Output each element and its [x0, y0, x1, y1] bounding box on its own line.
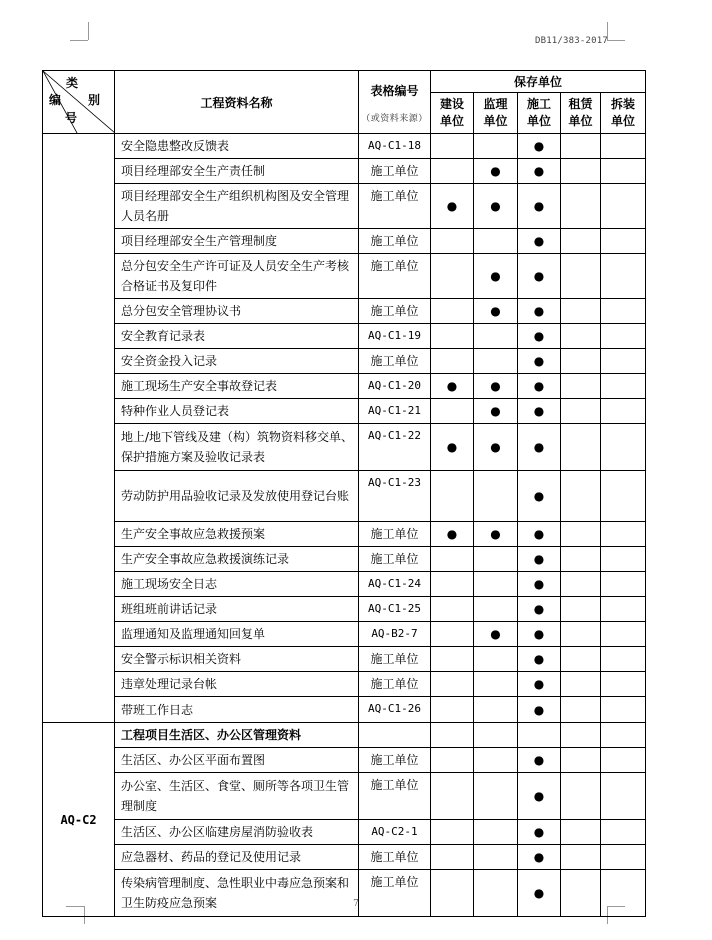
- save-unit-cell-2: [518, 647, 561, 672]
- record-code: AQ-C1-25: [359, 597, 431, 622]
- record-code: 施工单位: [359, 159, 431, 184]
- save-unit-cell-4: [601, 134, 646, 159]
- bullet-dot-icon: ●: [533, 577, 545, 591]
- record-name: 特种作业人员登记表: [115, 399, 359, 424]
- save-unit-cell-2: [518, 471, 561, 522]
- section-title-row: [43, 723, 646, 748]
- save-unit-cell-4: [601, 254, 646, 299]
- bullet-dot-icon: ●: [533, 602, 545, 616]
- empty-cell: [601, 723, 646, 748]
- save-unit-cell-2: [518, 597, 561, 622]
- save-unit-cell-0: [431, 254, 474, 299]
- table-row: [43, 471, 646, 522]
- save-unit-cell-1: [474, 229, 518, 254]
- table-row: [43, 622, 646, 647]
- bullet-dot-icon: ●: [533, 440, 545, 454]
- table-row: [43, 374, 646, 399]
- save-unit-cell-3: [561, 547, 601, 572]
- save-unit-cell-4: [601, 647, 646, 672]
- bullet-dot-icon: ●: [533, 379, 545, 393]
- save-unit-cell-1: [474, 184, 518, 229]
- bullet-dot-icon: ●: [446, 379, 458, 393]
- record-name: 应急器材、药品的登记及使用记录: [115, 845, 359, 870]
- record-code: 施工单位: [359, 184, 431, 229]
- save-unit-cell-1: [474, 547, 518, 572]
- bullet-dot-icon: ●: [533, 199, 545, 213]
- empty-cell: [431, 723, 474, 748]
- record-name: 生产安全事故应急救援演练记录: [115, 547, 359, 572]
- save-unit-cell-1: [474, 748, 518, 773]
- save-unit-cell-2: [518, 229, 561, 254]
- save-unit-cell-1: [474, 845, 518, 870]
- save-unit-cell-0: [431, 622, 474, 647]
- save-unit-cell-4: [601, 748, 646, 773]
- save-unit-cell-4: [601, 471, 646, 522]
- save-unit-cell-4: [601, 184, 646, 229]
- unit-line1: 监理: [483, 97, 508, 111]
- record-name: 监理通知及监理通知回复单: [115, 622, 359, 647]
- bullet-dot-icon: ●: [533, 234, 545, 248]
- save-unit-cell-3: [561, 647, 601, 672]
- save-unit-cell-1: [474, 522, 518, 547]
- save-unit-cell-4: [601, 229, 646, 254]
- corner-label-bottom: 号: [65, 111, 78, 125]
- save-unit-cell-4: [601, 349, 646, 374]
- record-name: 施工现场生产安全事故登记表: [115, 374, 359, 399]
- unit-line2: 单位: [568, 114, 593, 128]
- record-code: 施工单位: [359, 870, 431, 917]
- save-unit-cell-0: [431, 597, 474, 622]
- save-unit-cell-4: [601, 870, 646, 917]
- save-unit-cell-4: [601, 374, 646, 399]
- table-row: [43, 597, 646, 622]
- save-unit-cell-2: [518, 820, 561, 845]
- record-name: 地上/地下管线及建（构）筑物资料移交单、保护措施方案及验收记录表: [115, 424, 359, 471]
- save-unit-cell-2: [518, 572, 561, 597]
- unit-line1: 建设: [439, 97, 464, 111]
- table-row: [43, 647, 646, 672]
- record-name: 班组班前讲话记录: [115, 597, 359, 622]
- save-unit-cell-3: [561, 229, 601, 254]
- category-cell-c1: [43, 134, 115, 723]
- save-unit-cell-1: [474, 349, 518, 374]
- save-unit-cell-0: [431, 134, 474, 159]
- table-row: [43, 299, 646, 324]
- save-unit-cell-3: [561, 299, 601, 324]
- bullet-dot-icon: ●: [533, 139, 545, 153]
- save-unit-cell-4: [601, 820, 646, 845]
- save-unit-cell-1: [474, 299, 518, 324]
- record-name: 安全警示标识相关资料: [115, 647, 359, 672]
- save-unit-cell-0: [431, 229, 474, 254]
- record-code: 施工单位: [359, 773, 431, 820]
- record-name: 生活区、办公区临建房屋消防验收表: [115, 820, 359, 845]
- unit-header-0: [431, 93, 474, 134]
- record-code: 施工单位: [359, 672, 431, 697]
- bullet-dot-icon: ●: [533, 552, 545, 566]
- unit-line2: 单位: [439, 114, 464, 128]
- save-unit-cell-1: [474, 672, 518, 697]
- save-unit-cell-3: [561, 349, 601, 374]
- save-unit-cell-1: [474, 572, 518, 597]
- bullet-dot-icon: ●: [533, 164, 545, 178]
- page-number: 7: [353, 899, 359, 909]
- unit-header-3: [561, 93, 601, 134]
- unit-line2: 单位: [611, 114, 636, 128]
- save-unit-cell-0: [431, 773, 474, 820]
- column-title-name: 工程资料名称: [115, 71, 359, 134]
- table-row: [43, 184, 646, 229]
- save-unit-cell-1: [474, 597, 518, 622]
- record-name: 施工现场安全日志: [115, 572, 359, 597]
- record-code: AQ-C1-19: [359, 324, 431, 349]
- bullet-dot-icon: ●: [490, 304, 501, 318]
- save-unit-cell-3: [561, 870, 601, 917]
- save-unit-cell-3: [561, 622, 601, 647]
- section-title: 工程项目生活区、办公区管理资料: [115, 723, 359, 748]
- save-unit-cell-3: [561, 845, 601, 870]
- save-unit-cell-0: [431, 159, 474, 184]
- code-header-label: 表格编号: [370, 84, 419, 98]
- bullet-dot-icon: ●: [533, 404, 545, 418]
- save-unit-cell-4: [601, 845, 646, 870]
- record-code: AQ-C1-23: [359, 471, 431, 522]
- save-unit-cell-1: [474, 159, 518, 184]
- save-unit-cell-2: [518, 870, 561, 917]
- bullet-dot-icon: ●: [490, 199, 501, 213]
- category-code-c2: AQ-C2: [43, 723, 115, 917]
- save-unit-cell-0: [431, 697, 474, 723]
- save-unit-cell-2: [518, 845, 561, 870]
- save-unit-cell-3: [561, 399, 601, 424]
- bullet-dot-icon: ●: [533, 753, 545, 767]
- record-code: AQ-C1-26: [359, 697, 431, 723]
- save-unit-cell-4: [601, 299, 646, 324]
- save-unit-cell-4: [601, 773, 646, 820]
- save-unit-cell-1: [474, 324, 518, 349]
- save-unit-cell-3: [561, 134, 601, 159]
- save-unit-cell-4: [601, 424, 646, 471]
- records-table: [42, 70, 646, 917]
- bullet-dot-icon: ●: [446, 527, 458, 541]
- table-row: [43, 820, 646, 845]
- bullet-dot-icon: ●: [533, 269, 545, 283]
- bullet-dot-icon: ●: [533, 825, 545, 839]
- record-code: 施工单位: [359, 547, 431, 572]
- unit-line1: 拆装: [611, 97, 636, 111]
- record-code: 施工单位: [359, 647, 431, 672]
- bullet-dot-icon: ●: [533, 702, 545, 717]
- save-unit-cell-1: [474, 471, 518, 522]
- save-unit-cell-1: [474, 622, 518, 647]
- corner-label-top: 类: [66, 76, 79, 90]
- unit-line1: 施工: [526, 97, 551, 111]
- bullet-dot-icon: ●: [533, 489, 545, 503]
- save-unit-cell-1: [474, 647, 518, 672]
- bullet-dot-icon: ●: [490, 269, 501, 283]
- bullet-dot-icon: ●: [490, 404, 501, 418]
- record-code: 施工单位: [359, 349, 431, 374]
- table-row: [43, 748, 646, 773]
- save-unit-cell-4: [601, 597, 646, 622]
- record-name: 劳动防护用品验收记录及发放使用登记台账: [115, 471, 359, 522]
- table-row: [43, 399, 646, 424]
- save-unit-cell-1: [474, 820, 518, 845]
- table-row: [43, 845, 646, 870]
- record-name: 总分包安全生产许可证及人员安全生产考核合格证书及复印件: [115, 254, 359, 299]
- save-unit-cell-0: [431, 299, 474, 324]
- save-unit-cell-3: [561, 522, 601, 547]
- save-unit-cell-0: [431, 184, 474, 229]
- record-name: 项目经理部安全生产责任制: [115, 159, 359, 184]
- save-unit-cell-0: [431, 399, 474, 424]
- save-unit-cell-3: [561, 820, 601, 845]
- save-unit-cell-1: [474, 374, 518, 399]
- bullet-dot-icon: ●: [490, 440, 501, 454]
- corner-mark-tr: [607, 40, 625, 41]
- column-title-code: [359, 71, 431, 134]
- save-unit-cell-3: [561, 597, 601, 622]
- corner-label-left: 编: [49, 93, 62, 107]
- record-code: AQ-C1-22: [359, 424, 431, 471]
- record-code: 施工单位: [359, 254, 431, 299]
- save-unit-cell-4: [601, 399, 646, 424]
- record-name: 违章处理记录台帐: [115, 672, 359, 697]
- save-unit-cell-1: [474, 399, 518, 424]
- header-row: [43, 71, 646, 93]
- record-name: 办公室、生活区、食堂、厕所等各项卫生管理制度: [115, 773, 359, 820]
- save-unit-cell-2: [518, 374, 561, 399]
- table-row: [43, 424, 646, 471]
- save-unit-cell-0: [431, 324, 474, 349]
- record-name: 生产安全事故应急救援预案: [115, 522, 359, 547]
- empty-cell: [561, 723, 601, 748]
- bullet-dot-icon: ●: [490, 164, 501, 178]
- bullet-dot-icon: ●: [446, 199, 458, 213]
- save-unit-cell-4: [601, 547, 646, 572]
- record-name: 项目经理部安全生产组织机构图及安全管理人员名册: [115, 184, 359, 229]
- bullet-dot-icon: ●: [533, 677, 545, 691]
- bullet-dot-icon: ●: [490, 627, 501, 641]
- record-name: 总分包安全管理协议书: [115, 299, 359, 324]
- save-unit-cell-2: [518, 349, 561, 374]
- table-row: [43, 229, 646, 254]
- save-unit-cell-4: [601, 672, 646, 697]
- empty-cell: [359, 723, 431, 748]
- save-unit-cell-2: [518, 622, 561, 647]
- save-unit-cell-2: [518, 254, 561, 299]
- save-unit-cell-0: [431, 374, 474, 399]
- bullet-dot-icon: ●: [533, 652, 545, 666]
- save-unit-cell-0: [431, 471, 474, 522]
- bullet-dot-icon: ●: [490, 527, 501, 541]
- empty-cell: [474, 723, 518, 748]
- table-row: [43, 134, 646, 159]
- save-unit-cell-3: [561, 374, 601, 399]
- save-unit-cell-2: [518, 547, 561, 572]
- code-header-sub: （或资料来源）: [361, 114, 428, 124]
- save-unit-cell-2: [518, 324, 561, 349]
- bullet-dot-icon: ●: [533, 329, 545, 343]
- bullet-dot-icon: ●: [533, 627, 545, 641]
- table-row: [43, 572, 646, 597]
- save-unit-cell-4: [601, 622, 646, 647]
- save-unit-cell-3: [561, 773, 601, 820]
- save-unit-cell-3: [561, 159, 601, 184]
- save-unit-cell-3: [561, 572, 601, 597]
- bullet-dot-icon: ●: [446, 440, 458, 454]
- record-code: AQ-C1-21: [359, 399, 431, 424]
- save-unit-cell-3: [561, 424, 601, 471]
- save-unit-cell-3: [561, 471, 601, 522]
- table-row: [43, 870, 646, 917]
- table-row: [43, 547, 646, 572]
- save-unit-cell-0: [431, 572, 474, 597]
- save-unit-cell-3: [561, 748, 601, 773]
- unit-line1: 租赁: [568, 97, 593, 111]
- save-unit-cell-0: [431, 647, 474, 672]
- save-unit-cell-0: [431, 672, 474, 697]
- save-unit-cell-0: [431, 845, 474, 870]
- record-code: AQ-B2-7: [359, 622, 431, 647]
- save-unit-cell-1: [474, 870, 518, 917]
- save-unit-cell-2: [518, 672, 561, 697]
- unit-line2: 单位: [526, 114, 551, 128]
- unit-header-1: [474, 93, 518, 134]
- unit-line2: 单位: [483, 114, 508, 128]
- record-code: 施工单位: [359, 748, 431, 773]
- bullet-dot-icon: ●: [533, 304, 545, 318]
- save-unit-cell-0: [431, 748, 474, 773]
- record-name: 生活区、办公区平面布置图: [115, 748, 359, 773]
- save-unit-cell-2: [518, 159, 561, 184]
- save-unit-cell-0: [431, 522, 474, 547]
- save-unit-cell-2: [518, 697, 561, 723]
- save-unit-cell-4: [601, 324, 646, 349]
- bullet-dot-icon: ●: [490, 379, 501, 393]
- record-name: 安全隐患整改反馈表: [115, 134, 359, 159]
- record-code: 施工单位: [359, 299, 431, 324]
- record-name: 传染病管理制度、急性职业中毒应急预案和卫生防疫应急预案: [115, 870, 359, 917]
- unit-header-4: [601, 93, 646, 134]
- save-unit-cell-1: [474, 254, 518, 299]
- save-unit-cell-4: [601, 522, 646, 547]
- table-row: [43, 254, 646, 299]
- record-name: 项目经理部安全生产管理制度: [115, 229, 359, 254]
- save-unit-cell-0: [431, 424, 474, 471]
- save-unit-cell-0: [431, 349, 474, 374]
- record-name: 安全资金投入记录: [115, 349, 359, 374]
- save-unit-cell-0: [431, 870, 474, 917]
- unit-header-2: [518, 93, 561, 134]
- save-unit-cell-1: [474, 424, 518, 471]
- save-unit-cell-2: [518, 299, 561, 324]
- corner-mark-tl: [70, 40, 88, 41]
- save-unit-cell-1: [474, 773, 518, 820]
- save-unit-cell-4: [601, 572, 646, 597]
- save-unit-cell-3: [561, 324, 601, 349]
- empty-cell: [518, 723, 561, 748]
- save-unit-cell-2: [518, 748, 561, 773]
- table-row: [43, 697, 646, 723]
- table-row: [43, 159, 646, 184]
- column-title-save: 保存单位: [431, 71, 646, 93]
- record-code: 施工单位: [359, 229, 431, 254]
- record-code: 施工单位: [359, 522, 431, 547]
- save-unit-cell-0: [431, 820, 474, 845]
- save-unit-cell-3: [561, 184, 601, 229]
- corner-mark-tl-v: [88, 22, 89, 40]
- save-unit-cell-2: [518, 773, 561, 820]
- record-name: 带班工作日志: [115, 697, 359, 723]
- table-row: [43, 324, 646, 349]
- table-row: [43, 773, 646, 820]
- corner-header-cell: [43, 71, 115, 134]
- save-unit-cell-4: [601, 159, 646, 184]
- table-row: [43, 672, 646, 697]
- save-unit-cell-0: [431, 547, 474, 572]
- save-unit-cell-2: [518, 134, 561, 159]
- save-unit-cell-1: [474, 134, 518, 159]
- table-row: [43, 349, 646, 374]
- bullet-dot-icon: ●: [533, 886, 545, 900]
- save-unit-cell-3: [561, 697, 601, 723]
- save-unit-cell-3: [561, 254, 601, 299]
- save-unit-cell-2: [518, 184, 561, 229]
- corner-label-right: 别: [88, 93, 101, 107]
- bullet-dot-icon: ●: [533, 354, 545, 368]
- record-code: AQ-C1-18: [359, 134, 431, 159]
- record-name: 安全教育记录表: [115, 324, 359, 349]
- bullet-dot-icon: ●: [533, 527, 545, 541]
- standard-code: DB11/383-2017: [534, 36, 608, 46]
- save-unit-cell-4: [601, 697, 646, 723]
- save-unit-cell-2: [518, 424, 561, 471]
- bullet-dot-icon: ●: [533, 789, 545, 803]
- table-row: [43, 522, 646, 547]
- save-unit-cell-2: [518, 399, 561, 424]
- bullet-dot-icon: ●: [533, 850, 545, 864]
- record-code: 施工单位: [359, 845, 431, 870]
- record-code: AQ-C1-20: [359, 374, 431, 399]
- save-unit-cell-1: [474, 697, 518, 723]
- record-code: AQ-C2-1: [359, 820, 431, 845]
- save-unit-cell-3: [561, 672, 601, 697]
- record-code: AQ-C1-24: [359, 572, 431, 597]
- save-unit-cell-2: [518, 522, 561, 547]
